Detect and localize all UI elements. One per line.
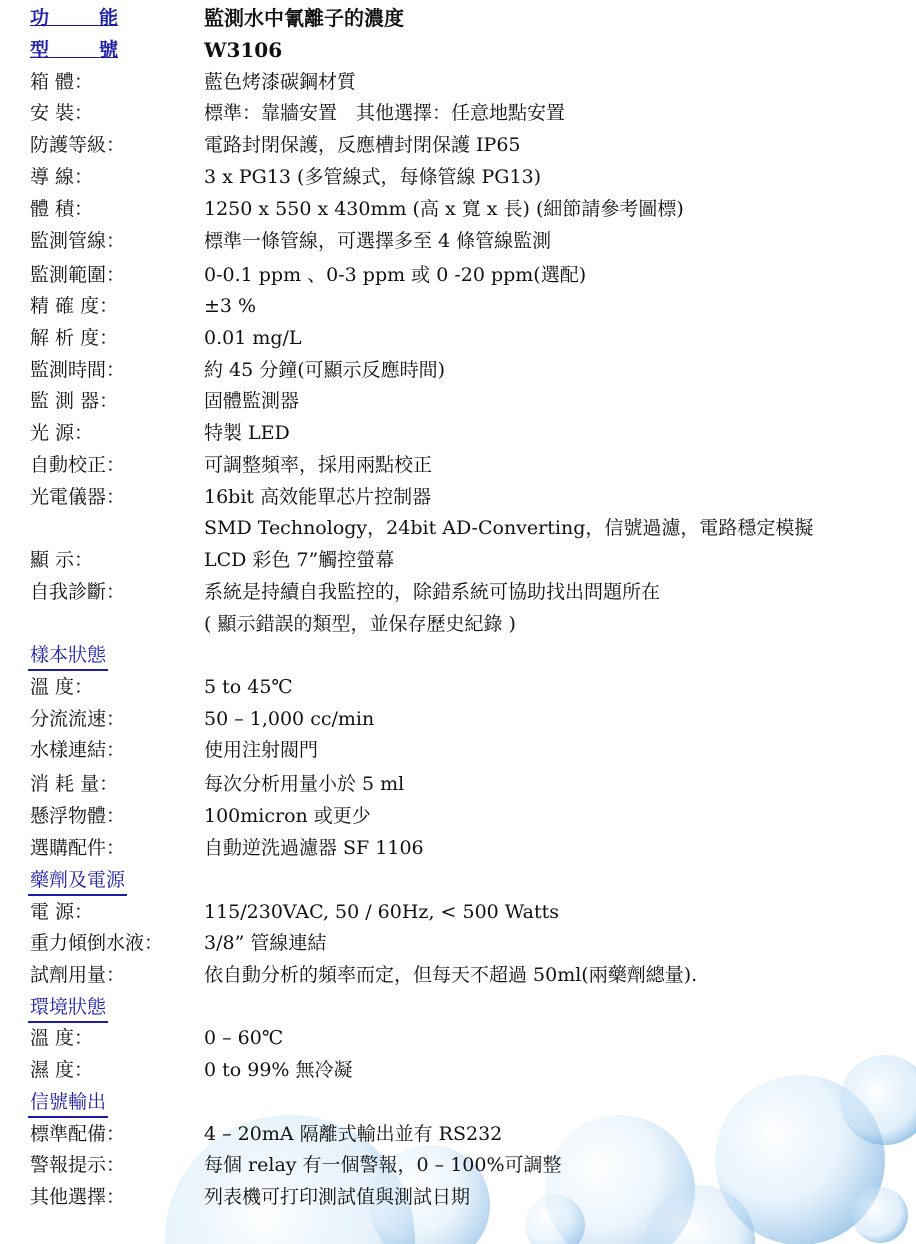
spec-label: 箱 體： — [30, 71, 94, 93]
spec-label: 試劑用量： — [30, 964, 126, 986]
spec-value: 系統是持續自我監控的，除錯系統可協助找出問題所在 — [204, 581, 661, 603]
spec-row — [0, 834, 916, 864]
function-row — [0, 4, 916, 34]
spec-value: 0 – 60℃ — [204, 1027, 284, 1049]
spec-row — [0, 1183, 916, 1213]
spec-value: 電路封閉保護，反應槽封閉保護 IP65 — [204, 134, 521, 156]
spec-value: 每個 relay 有一個警報，0 – 100%可調整 — [204, 1154, 562, 1176]
section-heading-environment: 環境狀態 — [28, 993, 108, 1023]
section-heading-sample: 樣本狀態 — [28, 641, 108, 671]
spec-row — [0, 419, 916, 449]
spec-value: ( 顯示錯誤的類型，並保存歷史紀錄 ) — [204, 613, 516, 635]
spec-value: 50 – 1,000 cc/min — [204, 708, 375, 730]
spec-row — [0, 578, 916, 608]
spec-value: 每次分析用量小於 5 ml — [204, 773, 405, 795]
spec-value: 100micron 或更少 — [204, 805, 371, 827]
spec-row — [0, 898, 916, 928]
spec-row — [0, 673, 916, 703]
spec-value: 特製 LED — [204, 422, 290, 444]
spec-value: 115/230VAC, 50 / 60Hz, < 500 Watts — [204, 901, 560, 923]
spec-label: 體 積： — [30, 198, 94, 220]
spec-row — [0, 736, 916, 766]
spec-label: 解 析 度： — [30, 327, 119, 349]
spec-label: 水樣連結： — [30, 739, 126, 761]
spec-value: 4 – 20mA 隔離式輸出並有 RS232 — [204, 1123, 503, 1145]
model-row — [0, 36, 916, 66]
spec-value: 3 x PG13 (多管線式，每條管線 PG13) — [204, 166, 542, 188]
spec-label: 導 線： — [30, 166, 94, 188]
spec-row — [0, 961, 916, 991]
spec-value: SMD Technology，24bit AD-Converting，信號過濾，電路穩定模擬 — [204, 517, 814, 539]
spec-value: 標準：靠牆安置 其他選擇：任意地點安置 — [204, 102, 566, 124]
spec-value: 標準一條管線，可選擇多至 4 條管線監測 — [204, 230, 552, 252]
spec-label: 監測管線： — [30, 230, 126, 252]
spec-row — [0, 131, 916, 161]
spec-row — [0, 356, 916, 386]
section-heading-signal: 信號輸出 — [28, 1088, 108, 1118]
spec-value: 0-0.1 ppm 、0-3 ppm 或 0 -20 ppm(選配) — [204, 264, 587, 286]
spec-value: 3/8” 管線連結 — [204, 932, 327, 954]
spec-row — [0, 324, 916, 354]
spec-label: 監測時間： — [30, 359, 126, 381]
spec-label: 分流流速： — [30, 708, 126, 730]
spec-row — [0, 705, 916, 735]
section-heading-reagent: 藥劑及電源 — [28, 866, 127, 896]
model-label: 型 號 — [30, 39, 118, 61]
spec-value: 使用注射閥門 — [204, 739, 319, 761]
spec-value: 固體監測器 — [204, 390, 300, 412]
spec-label: 電 源： — [30, 901, 94, 923]
function-label: 功 能 — [30, 7, 118, 29]
spec-label: 監測範圍： — [30, 264, 126, 286]
spec-value: 列表機可打印測試值與測試日期 — [204, 1186, 471, 1208]
spec-value: 依自動分析的頻率而定，但每天不超過 50ml(兩藥劑總量). — [204, 964, 698, 986]
spec-label: 精 確 度： — [30, 295, 119, 317]
spec-row — [0, 1056, 916, 1086]
spec-row — [0, 99, 916, 129]
spec-label: 警報提示： — [30, 1154, 126, 1176]
spec-value: 0.01 mg/L — [204, 327, 302, 349]
spec-label: 懸浮物體： — [30, 805, 126, 827]
spec-value: 0 to 99% 無冷凝 — [204, 1059, 353, 1081]
spec-row — [0, 546, 916, 576]
spec-value: 可調整頻率，採用兩點校正 — [204, 454, 433, 476]
spec-row — [0, 227, 916, 257]
model-value: W3106 — [204, 38, 283, 62]
spec-value: 自動逆洗過濾器 SF 1106 — [204, 837, 424, 859]
spec-label: 溫 度： — [30, 676, 94, 698]
spec-row — [0, 1151, 916, 1181]
spec-row — [0, 163, 916, 193]
spec-row — [0, 514, 916, 544]
spec-label: 顯 示： — [30, 549, 94, 571]
spec-row — [0, 261, 916, 291]
spec-label: 光電儀器： — [30, 486, 126, 508]
spec-value: 1250 x 550 x 430mm (高 x 寬 x 長) (細節請參考圖標) — [204, 198, 684, 220]
spec-value: 16bit 高效能單芯片控制器 — [204, 486, 432, 508]
spec-value: LCD 彩色 7”觸控螢幕 — [204, 549, 395, 571]
spec-value: ±3 % — [204, 295, 257, 317]
spec-row — [0, 802, 916, 832]
spec-label: 安 裝： — [30, 102, 94, 124]
spec-label: 防護等級： — [30, 134, 126, 156]
spec-label: 監 測 器： — [30, 390, 119, 412]
spec-row — [0, 610, 916, 640]
spec-label: 重力傾倒水液： — [30, 932, 164, 954]
spec-row — [0, 483, 916, 513]
spec-label: 溫 度： — [30, 1027, 94, 1049]
spec-value: 5 to 45℃ — [204, 676, 293, 698]
spec-value: 藍色烤漆碳鋼材質 — [204, 71, 357, 93]
spec-label: 消 耗 量： — [30, 773, 119, 795]
spec-row — [0, 292, 916, 322]
spec-label: 自動校正： — [30, 454, 126, 476]
spec-row — [0, 1024, 916, 1054]
spec-label: 濕 度： — [30, 1059, 94, 1081]
spec-row — [0, 1120, 916, 1150]
spec-label: 選購配件： — [30, 837, 126, 859]
spec-label: 其他選擇： — [30, 1186, 126, 1208]
spec-row — [0, 195, 916, 225]
spec-row — [0, 387, 916, 417]
function-value: 監測水中氰離子的濃度 — [204, 6, 404, 30]
spec-label: 自我診斷： — [30, 581, 126, 603]
spec-row — [0, 68, 916, 98]
spec-label: 標準配備： — [30, 1123, 126, 1145]
spec-label: 光 源： — [30, 422, 94, 444]
spec-row — [0, 770, 916, 800]
spec-row — [0, 929, 916, 959]
spec-row — [0, 451, 916, 481]
spec-value: 約 45 分鐘(可顯示反應時間) — [204, 359, 446, 381]
